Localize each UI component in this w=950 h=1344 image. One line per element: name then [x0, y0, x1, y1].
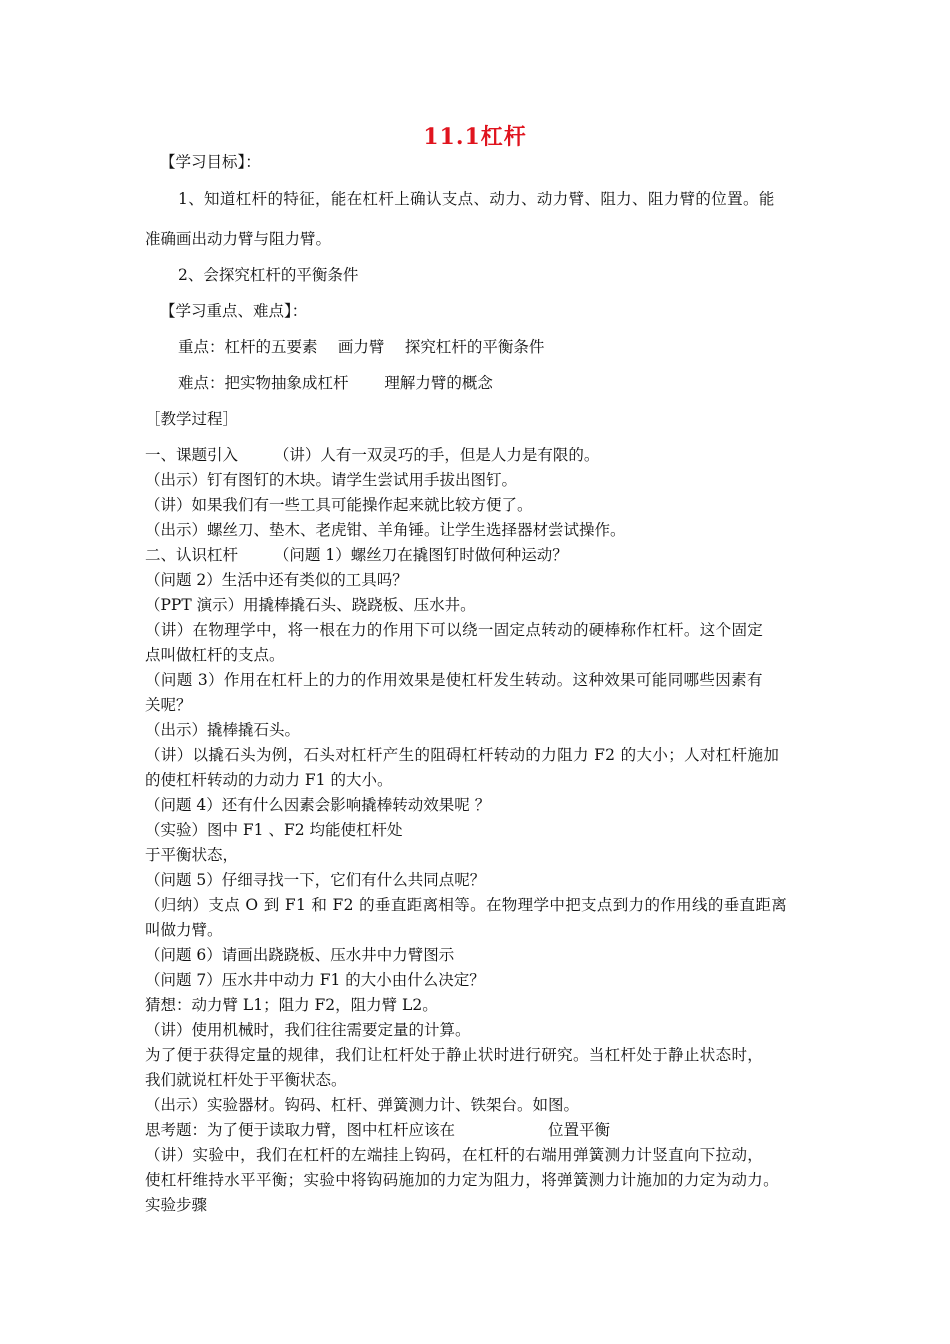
difficulties: 难点：把实物抽象成杠杆 理解力臂的概念 — [178, 374, 493, 392]
process-line: （问题 2）生活中还有类似的工具吗？ — [145, 571, 408, 589]
process-line: 的使杠杆转动的力动力 F1 的大小。 — [145, 771, 393, 789]
process-line: （讲）使用机械时，我们往往需要定量的计算。 — [145, 1021, 471, 1039]
process-line: （讲）在物理学中，将一根在力的作用下可以绕一固定点转动的硬棒称作杠杆。这个固定 — [145, 621, 764, 639]
process-line: 一、课题引入 （讲）人有一双灵巧的手，但是人力是有限的。 — [145, 446, 600, 464]
process-line: （PPT 演示）用撬棒撬石头、跷跷板、压水井。 — [145, 596, 476, 614]
process-line: （问题 5）仔细寻找一下，它们有什么共同点呢？ — [145, 871, 486, 889]
process-line: 思考题：为了便于读取力臂，图中杠杆应该在 位置平衡 — [145, 1121, 611, 1139]
process-line: 实验步骤 — [145, 1196, 208, 1214]
process-line: 猜想：动力臂 L1；阻力 F2，阻力臂 L2。 — [145, 996, 438, 1014]
process-line: 点叫做杠杆的支点。 — [145, 646, 285, 664]
process-line: 我们就说杠杆处于平衡状态。 — [145, 1071, 347, 1089]
process-line: （问题 7）压水井中动力 F1 的大小由什么决定？ — [145, 971, 485, 989]
process-line: （讲）如果我们有一些工具可能操作起来就比较方便了。 — [145, 496, 533, 514]
process-heading: ［教学过程］ — [145, 410, 239, 428]
process-line: 叫做力臂。 — [145, 921, 223, 939]
process-line: （出示）钉有图钉的木块。请学生尝试用手拔出图钉。 — [145, 471, 518, 489]
process-line: （实验）图中 F1 、F2 均能使杠杆处 — [145, 821, 403, 839]
process-line: （问题 3）作用在杠杆上的力的作用效果是使杠杆发生转动。这种效果可能同哪些因素有 — [145, 671, 763, 689]
process-line: （出示）撬棒撬石头。 — [145, 721, 301, 739]
process-line: （问题 6）请画出跷跷板、压水井中力臂图示 — [145, 946, 455, 964]
process-line: 使杠杆维持水平平衡；实验中将钩码施加的力定为阻力，将弹簧测力计施加的力定为动力。 — [145, 1171, 780, 1189]
page-title: 11.1杠杆 — [423, 124, 527, 150]
process-line: 关呢？ — [145, 696, 192, 714]
process-line: 为了便于获得定量的规律，我们让杠杆处于静止状时进行研究。当杠杆处于静止状态时， — [145, 1046, 764, 1064]
process-line: （问题 4）还有什么因素会影响撬棒转动效果呢 ？ — [145, 796, 491, 814]
process-line: （出示）螺丝刀、垫木、老虎钳、羊角锤。让学生选择器材尝试操作。 — [145, 521, 626, 539]
objective-2: 2、会探究杠杆的平衡条件 — [178, 266, 359, 284]
process-line: 于平衡状态， — [145, 846, 239, 864]
objective-1-line-2: 准确画出动力臂与阻力臂。 — [145, 230, 332, 248]
process-line: （出示）实验器材。钩码、杠杆、弹簧测力计、铁架台。如图。 — [145, 1096, 580, 1114]
objective-1-line-1: 1、知道杠杆的特征，能在杠杆上确认支点、动力、动力臂、阻力、阻力臂的位置。能 — [178, 190, 775, 208]
process-line: （归纳）支点 O 到 F1 和 F2 的垂直距离相等。在物理学中把支点到力的作用线的垂直距离 — [145, 896, 788, 914]
objectives-heading: 【学习目标】： — [160, 153, 261, 171]
key-points: 重点：杠杆的五要素 画力臂 探究杠杆的平衡条件 — [178, 338, 545, 356]
key-points-heading: 【学习重点、难点】： — [160, 302, 308, 320]
process-line: 二、认识杠杆 （问题 1）螺丝刀在撬图钉时做何种运动？ — [145, 546, 568, 564]
process-line: （讲）实验中，我们在杠杆的左端挂上钩码，在杠杆的右端用弹簧测力计竖直向下拉动， — [145, 1146, 764, 1164]
process-line: （讲）以撬石头为例，石头对杠杆产生的阻碍杠杆转动的力阻力 F2 的大小；人对杠杆施加 — [145, 746, 780, 764]
